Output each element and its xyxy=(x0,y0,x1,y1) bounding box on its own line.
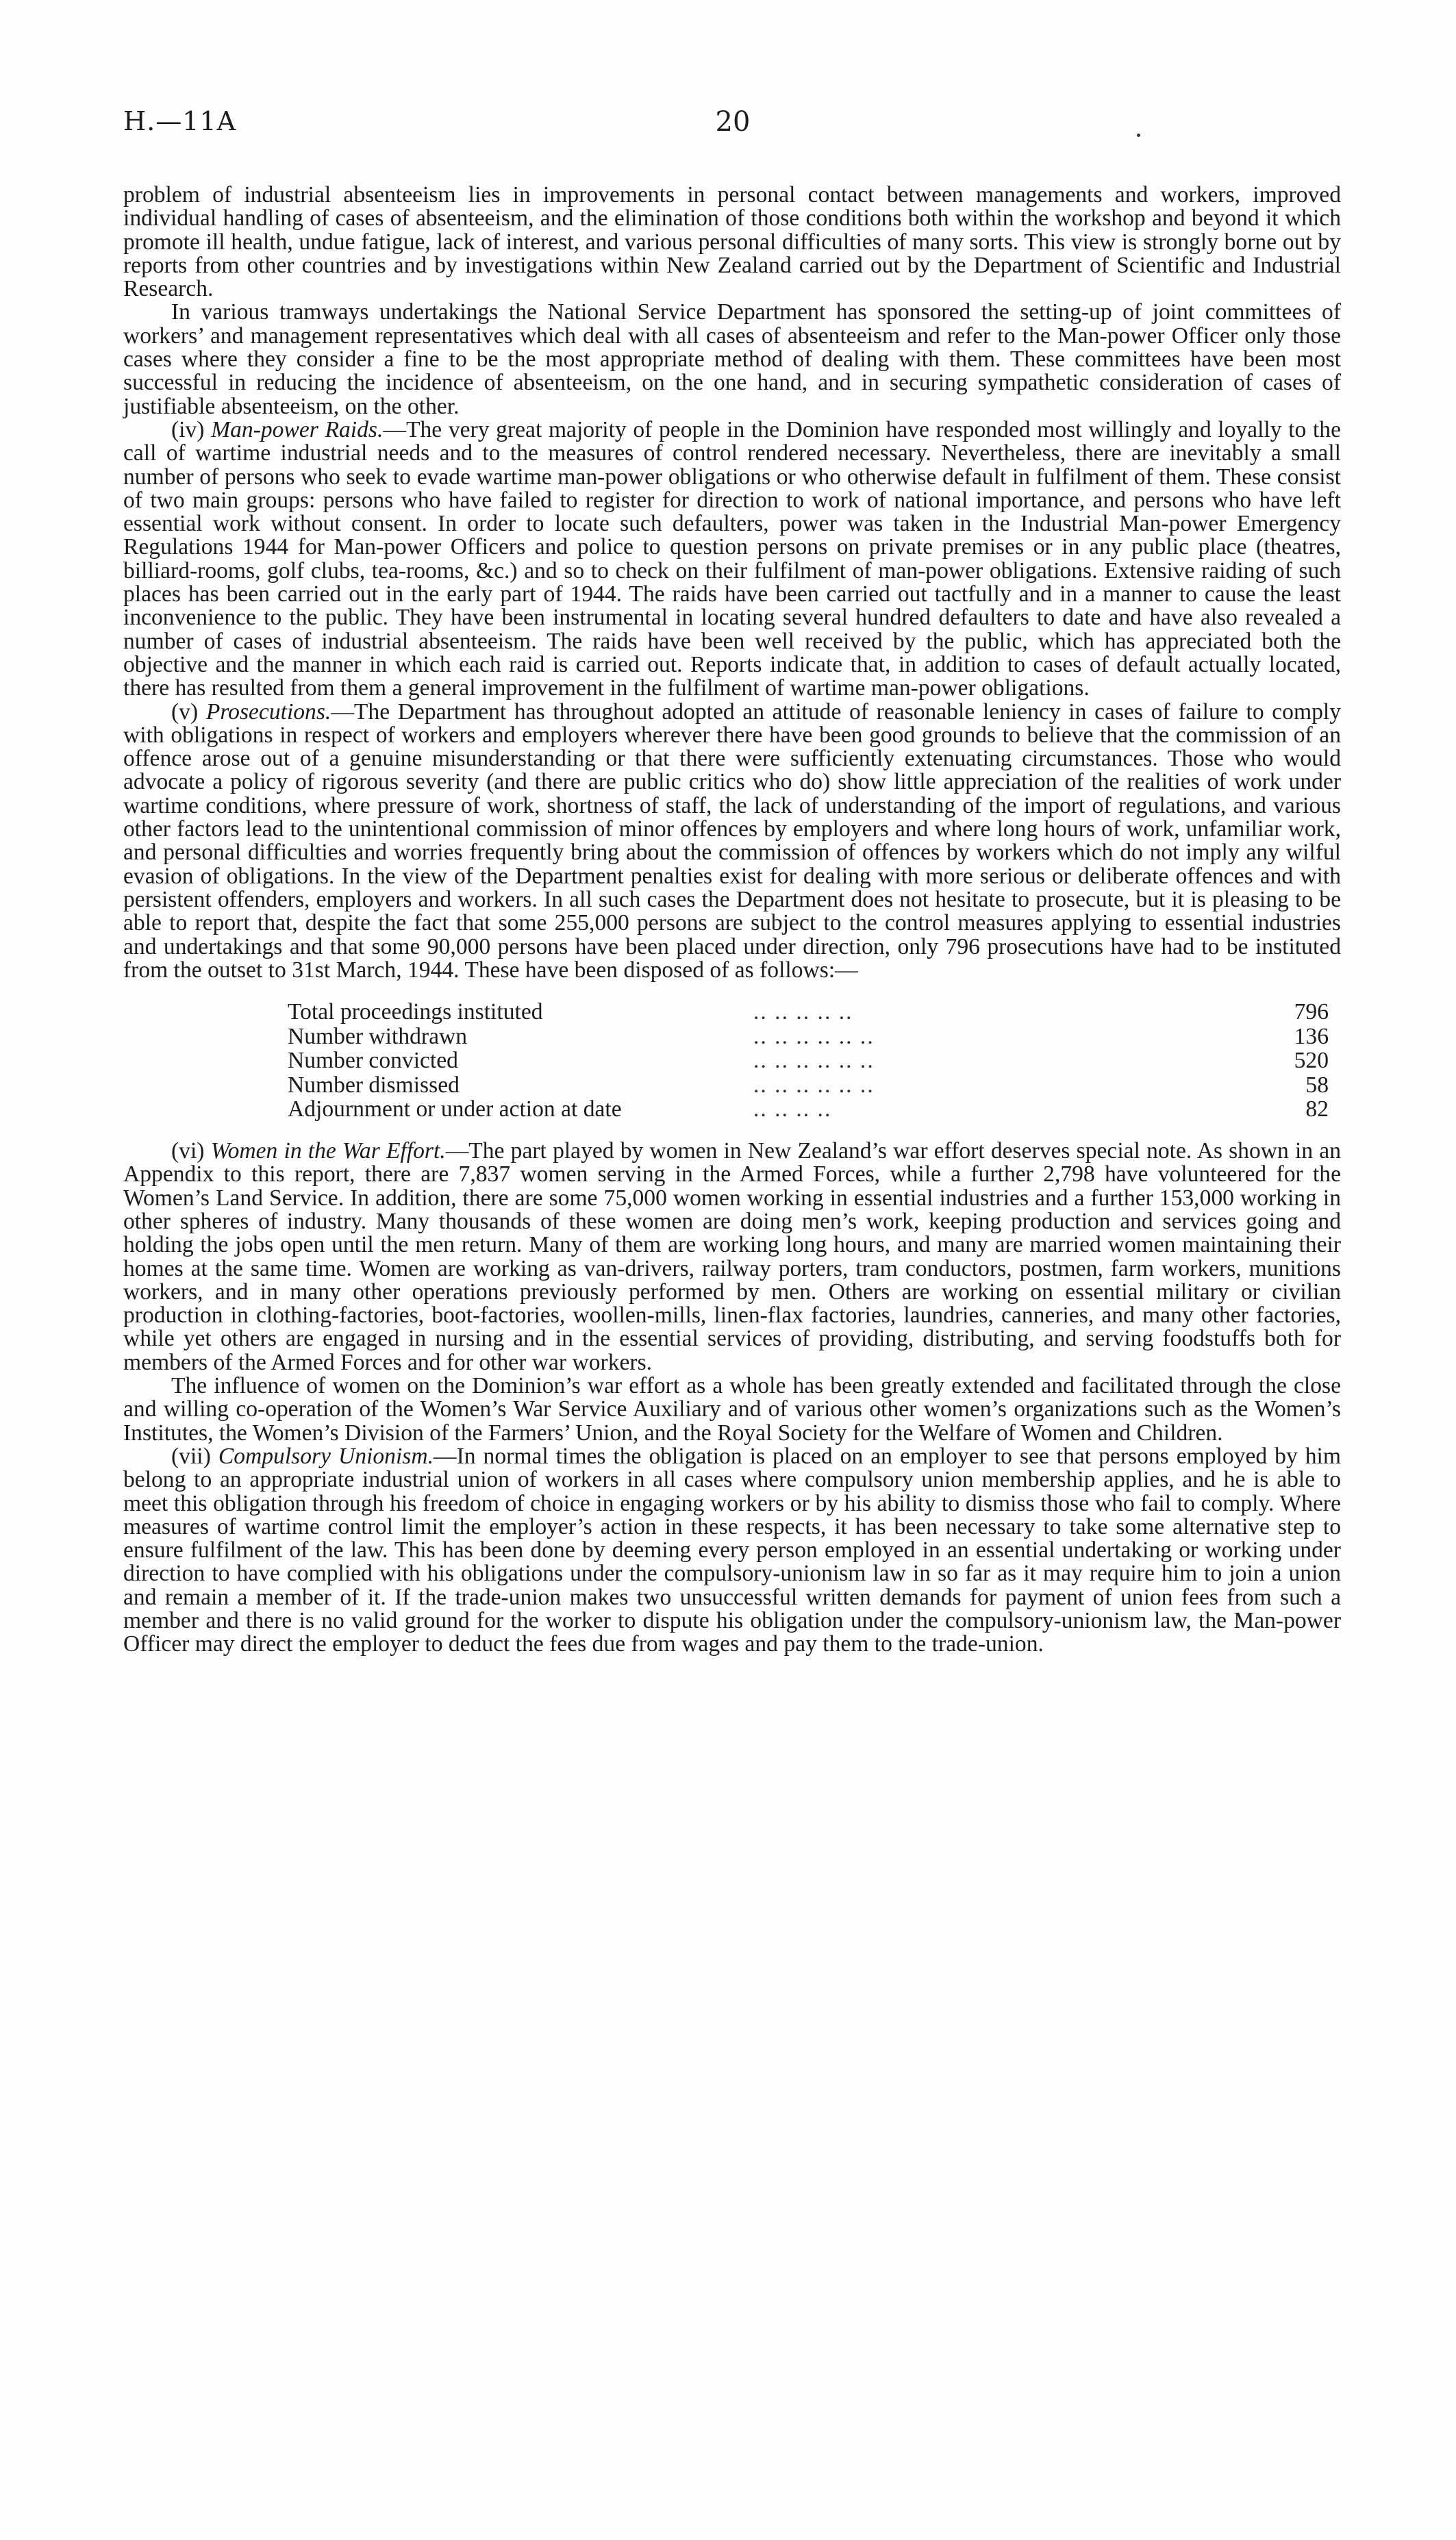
section-heading: Women in the War Effort. xyxy=(210,1138,446,1164)
prosecutions-table xyxy=(288,1000,1329,1122)
paragraph-women-organizations: The influence of women on the Dominion’s war effort as a whole has been greatly extended and facilitated through the close and willing co-operation of the Women’s War Service Auxiliary and of various other women’s organizations such as the Women’s Institutes, the Women’s Division of the Farmers’ Union, and the Royal Society for the Welfare of Women and Children. xyxy=(123,1373,1341,1446)
row-label: Total proceedings instituted xyxy=(288,999,543,1025)
table-row xyxy=(288,1073,1329,1098)
page-header xyxy=(123,106,1342,147)
leader-dots: .. .. .. .. .. xyxy=(753,999,853,1025)
leader-dots: .. .. .. .. .. .. xyxy=(753,1072,875,1098)
section-number: (vi) xyxy=(171,1138,205,1164)
section-body: —The very great majority of people in the Dominion have responded most willingly and loyally to the call of wartime industrial needs and to the measures of control rendered necessary. Nevertheless, there are inevitably a small number of persons who seek to evade wartime man-power obligations or who otherwise default in fulfilment of them. These consist of two main groups: persons who have failed to register for direction to work of national importance, and persons who have left essential work without consent. In order to locate such defaulters, power was taken in the Industrial Man-power Emergency Regulations 1944 for Man-power Officers and police to question persons on private premises or in any public place (theatres, billiard-rooms, golf clubs, tea-rooms, &c.) and so to check on their fulfilment of man-power obligations. Extensive raiding of such places has been carried out in the early part of 1944. The raids have been carried out tactfully and in a manner to cause the least inconvenience to the public. They have been instrumental in locating several hundred defaulters to date and have also revealed a number of cases of industrial absenteeism. The raids have been well received by the public, which has appreciated both the objective and the manner in which each raid is carried out. Reports indicate that, in addition to cases of default actually located, there has resulted from them a general improvement in the fulfilment of wartime man-power obligations. xyxy=(123,416,1341,701)
paragraph-absenteeism-continued: problem of industrial absenteeism lies in improvements in personal contact between managements and workers, improved individual handling of cases of absenteeism, and the elimination of those conditions both within the workshop and beyond it which promote ill health, undue fatigue, lack of interest, and various personal difficulties of many sorts. This view is strongly borne out by reports from other countries and by investigations within New Zealand carried out by the Department of Scientific and Industrial Research. xyxy=(123,182,1341,302)
row-label: Adjournment or under action at date xyxy=(288,1096,622,1122)
paragraph-man-power-raids xyxy=(123,418,1341,701)
table-row xyxy=(288,1024,1329,1049)
page-number: 20 xyxy=(715,106,751,138)
leader-dots: .. .. .. .. .. .. xyxy=(753,1023,875,1049)
document-reference: H.—11A xyxy=(123,106,237,136)
row-value: 82 xyxy=(1305,1096,1329,1122)
section-body: —In normal times the obligation is placed on an employer to see that persons employed by him belong to an appropriate industrial union of workers in all cases where compulsory union membership applies, and he is able to meet this obligation through his freedom of choice in engaging workers or by his ability to dismiss those who fail to comply. Where measures of wartime control limit the employer’s action in these respects, it has been necessary to take some alternative step to ensure fulfilment of the law. This has been done by deeming every person employed in an essential undertaking or working under direction to have complied with his obligations under the compulsory-unionism law in so far as it may require him to join a union and remain a member of it. If the trade-union makes two unsuccessful written demands for payment of union fees from such a member and there is no valid ground for the worker to dispute his obligation under the compulsory-unionism law, the Man-power Officer may direct the employer to deduct the fees due from wages and pay them to the trade-union. xyxy=(123,1443,1341,1657)
paragraph-prosecutions xyxy=(123,701,1341,983)
stray-mark xyxy=(1137,134,1140,137)
row-value: 796 xyxy=(1294,999,1329,1025)
row-label: Number convicted xyxy=(288,1048,458,1074)
row-label: Number withdrawn xyxy=(288,1023,468,1049)
paragraph-compulsory-unionism xyxy=(123,1445,1341,1657)
table-row xyxy=(288,1097,1329,1122)
table-row xyxy=(288,1048,1329,1073)
section-heading: Man-power Raids. xyxy=(211,416,384,442)
row-label: Number dismissed xyxy=(288,1072,460,1098)
section-body: —The part played by women in New Zealand’s war effort deserves special note. As shown in an Appendix to this report, there are 7,837 women serving in the Armed Forces, while a further 2,798 have volunteered for the Women’s Land Service. In addition, there are some 75,000 women working in essential industries and a further 153,000 working in other spheres of industry. Many thousands of these women are doing men’s work, keeping production and services going and holding the jobs open until the men return. Many of them are working long hours, and many are married women maintaining their homes at the same time. Women are working as van-drivers, railway porters, tram conductors, postmen, farm workers, munitions workers, and in many other operations previously performed by men. Others are working on essential military or civilian production in clothing-factories, boot-factories, woollen-mills, linen-flax factories, laundries, canneries, and many other factories, while yet others are engaged in nursing and in the essential services of providing, distributing, and serving foodstuffs both for members of the Armed Forces and for other war workers. xyxy=(123,1138,1341,1375)
row-value: 520 xyxy=(1294,1048,1329,1074)
paragraph-women-war-effort xyxy=(123,1140,1341,1374)
row-value: 136 xyxy=(1294,1023,1329,1049)
section-number: (iv) xyxy=(171,416,205,442)
table-row xyxy=(288,1000,1329,1024)
section-number: (v) xyxy=(171,699,199,725)
section-number: (vii) xyxy=(171,1443,211,1469)
paragraph-tramways-committees: In various tramways undertakings the National Service Department has sponsored the setting-up of joint committees of workers’ and management representatives which deal with all cases of absenteeism and refer to the Man-power Officer only those cases where they consider a fine to be the most appropriate method of dealing with them. These committees have been most successful in reducing the incidence of absenteeism, on the one hand, and in securing sympathetic consideration of cases of justifiable absenteeism, on the other. xyxy=(123,299,1341,419)
section-heading: Prosecutions. xyxy=(205,699,331,725)
section-body: —The Department has throughout adopted an attitude of reasonable leniency in cases of failure to comply with obligations in respect of workers and employers wherever there have been good grounds to believe that the commission of an offence arose out of a genuine misunderstanding or that there were sufficiently extenuating circumstances. Those who would advocate a policy of rigorous severity (and there are public critics who do) show little appreciation of the realities of work under wartime conditions, where pressure of work, shortness of staff, the lack of understanding of the import of regulations, and various other factors lead to the unintentional commission of minor offences by employers and where long hours of work, unfamiliar work, and personal difficulties and worries frequently bring about the commission of offences by workers which do not imply any wilful evasion of obligations. In the view of the Department penalties exist for dealing with more serious or deliberate offences and with persistent offenders, employers and workers. In all such cases the Department does not hesitate to prosecute, but it is pleasing to be able to report that, despite the fact that some 255,000 persons are subject to the control measures applying to essential industries and undertakings and that some 90,000 persons have been placed under direction, only 796 prosecutions have had to be instituted from the outset to 31st March, 1944. These have been disposed of as follows:— xyxy=(123,699,1341,983)
section-heading: Compulsory Unionism. xyxy=(218,1443,434,1469)
body-text xyxy=(123,184,1341,1657)
row-value: 58 xyxy=(1305,1072,1329,1098)
leader-dots: .. .. .. .. .. .. xyxy=(753,1048,875,1074)
leader-dots: .. .. .. .. xyxy=(753,1096,832,1122)
